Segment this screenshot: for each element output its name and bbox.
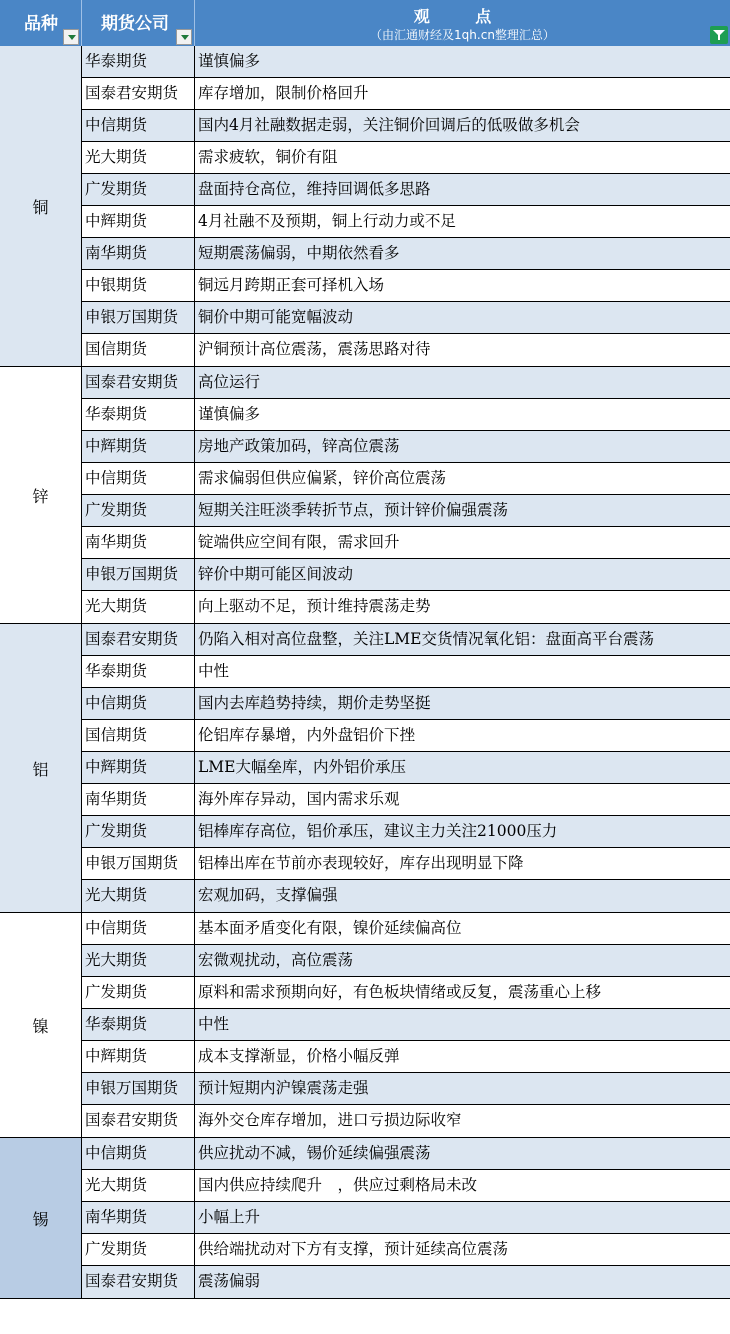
company-cell[interactable]: 广发期货 bbox=[82, 174, 195, 205]
company-cell[interactable]: 中辉期货 bbox=[82, 752, 195, 783]
table-row[interactable] bbox=[82, 78, 730, 110]
table-row[interactable] bbox=[82, 624, 730, 656]
active-filter-icon[interactable] bbox=[710, 26, 728, 44]
company-cell[interactable]: 中辉期货 bbox=[82, 206, 195, 237]
company-cell[interactable]: 光大期货 bbox=[82, 591, 195, 623]
company-cell[interactable]: 华泰期货 bbox=[82, 656, 195, 687]
company-cell[interactable]: 光大期货 bbox=[82, 880, 195, 912]
company-cell[interactable]: 广发期货 bbox=[82, 495, 195, 526]
category-group bbox=[0, 367, 730, 624]
view-cell[interactable]: 国内去库趋势持续，期价走势坚挺 bbox=[198, 694, 431, 712]
table-row[interactable] bbox=[82, 880, 730, 912]
company-cell[interactable]: 华泰期货 bbox=[82, 46, 195, 77]
company-cell[interactable]: 申银万国期货 bbox=[82, 302, 195, 333]
view-cell[interactable]: 预计短期内沪镍震荡走强 bbox=[198, 1079, 369, 1097]
view-cell[interactable]: 锌价中期可能区间波动 bbox=[198, 565, 354, 583]
company-cell[interactable]: 广发期货 bbox=[82, 1234, 195, 1265]
company-cell[interactable]: 中辉期货 bbox=[82, 1041, 195, 1072]
category-cell[interactable]: 镍 bbox=[0, 913, 82, 1137]
view-cell[interactable]: 中性 bbox=[198, 1015, 230, 1033]
table-row[interactable] bbox=[82, 784, 730, 816]
company-cell[interactable]: 华泰期货 bbox=[82, 399, 195, 430]
table-body bbox=[0, 46, 730, 1299]
view-cell[interactable]: 国内4月社融数据走弱，关注铜价回调后的低吸做多机会 bbox=[198, 116, 580, 134]
table-row[interactable] bbox=[82, 688, 730, 720]
company-cell[interactable]: 中辉期货 bbox=[82, 431, 195, 462]
company-cell[interactable]: 南华期货 bbox=[82, 1202, 195, 1233]
view-cell[interactable]: 锭端供应空间有限，需求回升 bbox=[198, 533, 400, 551]
table-row[interactable] bbox=[82, 977, 730, 1009]
table-row[interactable] bbox=[82, 110, 730, 142]
company-cell[interactable]: 南华期货 bbox=[82, 238, 195, 269]
table-header bbox=[0, 0, 730, 46]
category-cell[interactable]: 铜 bbox=[0, 46, 82, 366]
header-view-title: 观 点 bbox=[413, 7, 512, 26]
table-row[interactable] bbox=[82, 334, 730, 366]
table-row[interactable] bbox=[82, 816, 730, 848]
category-group bbox=[0, 1138, 730, 1299]
table-row[interactable] bbox=[82, 495, 730, 527]
view-cell[interactable]: 沪铜预计高位震荡，震荡思路对待 bbox=[198, 340, 431, 358]
view-cell[interactable]: 铝棒库存高位，铝价承压，建议主力关注21000压力 bbox=[198, 822, 558, 840]
company-cell[interactable]: 申银万国期货 bbox=[82, 559, 195, 590]
view-cell[interactable]: 高位运行 bbox=[198, 373, 261, 391]
view-cell[interactable]: 宏观加码，支撑偏强 bbox=[198, 886, 338, 904]
company-cell[interactable]: 光大期货 bbox=[82, 1170, 195, 1201]
company-cell[interactable]: 光大期货 bbox=[82, 142, 195, 173]
table-row[interactable] bbox=[82, 913, 730, 945]
table-row[interactable] bbox=[82, 945, 730, 977]
company-cell[interactable]: 国信期货 bbox=[82, 720, 195, 751]
table-row[interactable] bbox=[82, 1009, 730, 1041]
category-cell[interactable]: 铝 bbox=[0, 624, 82, 912]
company-cell[interactable]: 中信期货 bbox=[82, 110, 195, 141]
view-cell[interactable]: LME大幅垒库，内外铝价承压 bbox=[198, 758, 406, 776]
table-row[interactable] bbox=[82, 848, 730, 880]
company-cell[interactable]: 华泰期货 bbox=[82, 1009, 195, 1040]
table-row[interactable] bbox=[82, 367, 730, 399]
company-cell[interactable]: 申银万国期货 bbox=[82, 1073, 195, 1104]
view-cell[interactable]: 盘面持仓高位，维持回调低多思路 bbox=[198, 180, 431, 198]
company-cell[interactable]: 中信期货 bbox=[82, 688, 195, 719]
header-category-label: 品种 bbox=[24, 14, 58, 34]
view-cell[interactable]: 谨慎偏多 bbox=[198, 52, 261, 70]
view-cell[interactable]: 小幅上升 bbox=[198, 1208, 261, 1226]
table-row[interactable] bbox=[82, 206, 730, 238]
table-row[interactable] bbox=[82, 559, 730, 591]
view-cell[interactable]: 短期关注旺淡季转折节点，预计锌价偏强震荡 bbox=[198, 501, 509, 519]
table-row[interactable] bbox=[82, 1234, 730, 1266]
category-group bbox=[0, 624, 730, 913]
header-company bbox=[82, 0, 195, 46]
company-cell[interactable]: 国泰君安期货 bbox=[82, 1105, 195, 1137]
table-row[interactable] bbox=[82, 656, 730, 688]
view-cell[interactable]: 海外库存异动，国内需求乐观 bbox=[198, 790, 400, 808]
view-cell[interactable]: 短期震荡偏弱，中期依然看多 bbox=[198, 244, 400, 262]
header-company-label: 期货公司 bbox=[101, 14, 169, 34]
company-cell[interactable]: 中信期货 bbox=[82, 463, 195, 494]
table-row[interactable] bbox=[82, 1170, 730, 1202]
table-row[interactable] bbox=[82, 1202, 730, 1234]
view-cell[interactable]: 4月社融不及预期，铜上行动力或不足 bbox=[198, 212, 456, 230]
table-row[interactable] bbox=[82, 591, 730, 623]
view-cell[interactable]: 成本支撑渐显，价格小幅反弹 bbox=[198, 1047, 400, 1065]
header-view-subtitle: （由汇通财经及1qh.cn整理汇总） bbox=[370, 28, 555, 42]
view-cell[interactable]: 伦铝库存暴增，内外盘铝价下挫 bbox=[198, 726, 416, 744]
table-row[interactable] bbox=[82, 174, 730, 206]
table-row[interactable] bbox=[82, 752, 730, 784]
view-cell[interactable]: 中性 bbox=[198, 662, 230, 680]
table-row[interactable] bbox=[82, 270, 730, 302]
table-row[interactable] bbox=[82, 46, 730, 78]
company-cell[interactable]: 国泰君安期货 bbox=[82, 1266, 195, 1298]
view-cell[interactable]: 宏微观扰动，高位震荡 bbox=[198, 951, 354, 969]
company-cell[interactable]: 南华期货 bbox=[82, 527, 195, 558]
company-cell[interactable]: 国信期货 bbox=[82, 334, 195, 366]
table-row[interactable] bbox=[82, 302, 730, 334]
table-row[interactable] bbox=[82, 1073, 730, 1105]
company-cell[interactable]: 中银期货 bbox=[82, 270, 195, 301]
company-cell[interactable]: 南华期货 bbox=[82, 784, 195, 815]
view-cell[interactable]: 仍陷入相对高位盘整，关注LME交货情况氧化铝：盘面高平台震荡 bbox=[198, 630, 654, 648]
view-cell[interactable]: 基本面矛盾变化有限，镍价延续偏高位 bbox=[198, 919, 462, 937]
filter-dropdown-icon[interactable] bbox=[176, 29, 192, 45]
view-cell[interactable]: 铝棒出库在节前亦表现较好，库存出现明显下降 bbox=[198, 854, 524, 872]
table-row[interactable] bbox=[82, 1105, 730, 1137]
company-cell[interactable]: 光大期货 bbox=[82, 945, 195, 976]
view-cell[interactable]: 原料和需求预期向好，有色板块情绪或反复，震荡重心上移 bbox=[198, 983, 602, 1001]
table-row[interactable] bbox=[82, 431, 730, 463]
view-cell[interactable]: 需求疲软，铜价有阻 bbox=[198, 148, 338, 166]
table-row[interactable] bbox=[82, 1041, 730, 1073]
table-row[interactable] bbox=[82, 1138, 730, 1170]
category-group bbox=[0, 46, 730, 367]
table-row[interactable] bbox=[82, 720, 730, 752]
view-cell[interactable]: 库存增加，限制价格回升 bbox=[198, 84, 369, 102]
table-row[interactable] bbox=[82, 463, 730, 495]
view-cell[interactable]: 铜价中期可能宽幅波动 bbox=[198, 308, 354, 326]
company-cell[interactable]: 中信期货 bbox=[82, 1138, 195, 1169]
view-cell[interactable]: 国内供应持续爬升 ，供应过剩格局未改 bbox=[198, 1176, 478, 1194]
header-view bbox=[195, 0, 730, 46]
table-row[interactable] bbox=[82, 527, 730, 559]
view-cell[interactable]: 震荡偏弱 bbox=[198, 1272, 261, 1290]
category-cell[interactable]: 锡 bbox=[0, 1138, 82, 1298]
header-category bbox=[0, 0, 82, 46]
view-cell[interactable]: 供应扰动不减，锡价延续偏强震荡 bbox=[198, 1144, 431, 1162]
table-row[interactable] bbox=[82, 238, 730, 270]
view-cell[interactable]: 需求偏弱但供应偏紧，锌价高位震荡 bbox=[198, 469, 447, 487]
company-cell[interactable]: 国泰君安期货 bbox=[82, 367, 195, 398]
view-cell[interactable]: 海外交仓库存增加，进口亏损边际收窄 bbox=[198, 1111, 462, 1129]
category-cell[interactable]: 锌 bbox=[0, 367, 82, 623]
view-cell[interactable]: 供给端扰动对下方有支撑，预计延续高位震荡 bbox=[198, 1240, 509, 1258]
table-row[interactable] bbox=[82, 1266, 730, 1298]
company-cell[interactable]: 国泰君安期货 bbox=[82, 624, 195, 655]
table-row[interactable] bbox=[82, 399, 730, 431]
view-cell[interactable]: 谨慎偏多 bbox=[198, 405, 261, 423]
company-cell[interactable]: 国泰君安期货 bbox=[82, 78, 195, 109]
view-cell[interactable]: 铜远月跨期正套可择机入场 bbox=[198, 276, 385, 294]
filter-dropdown-icon[interactable] bbox=[63, 29, 79, 45]
company-cell[interactable]: 广发期货 bbox=[82, 977, 195, 1008]
company-cell[interactable]: 申银万国期货 bbox=[82, 848, 195, 879]
category-group bbox=[0, 913, 730, 1138]
view-cell[interactable]: 房地产政策加码，锌高位震荡 bbox=[198, 437, 400, 455]
company-cell[interactable]: 中信期货 bbox=[82, 913, 195, 944]
table-row[interactable] bbox=[82, 142, 730, 174]
view-cell[interactable]: 向上驱动不足，预计维持震荡走势 bbox=[198, 597, 431, 615]
company-cell[interactable]: 广发期货 bbox=[82, 816, 195, 847]
